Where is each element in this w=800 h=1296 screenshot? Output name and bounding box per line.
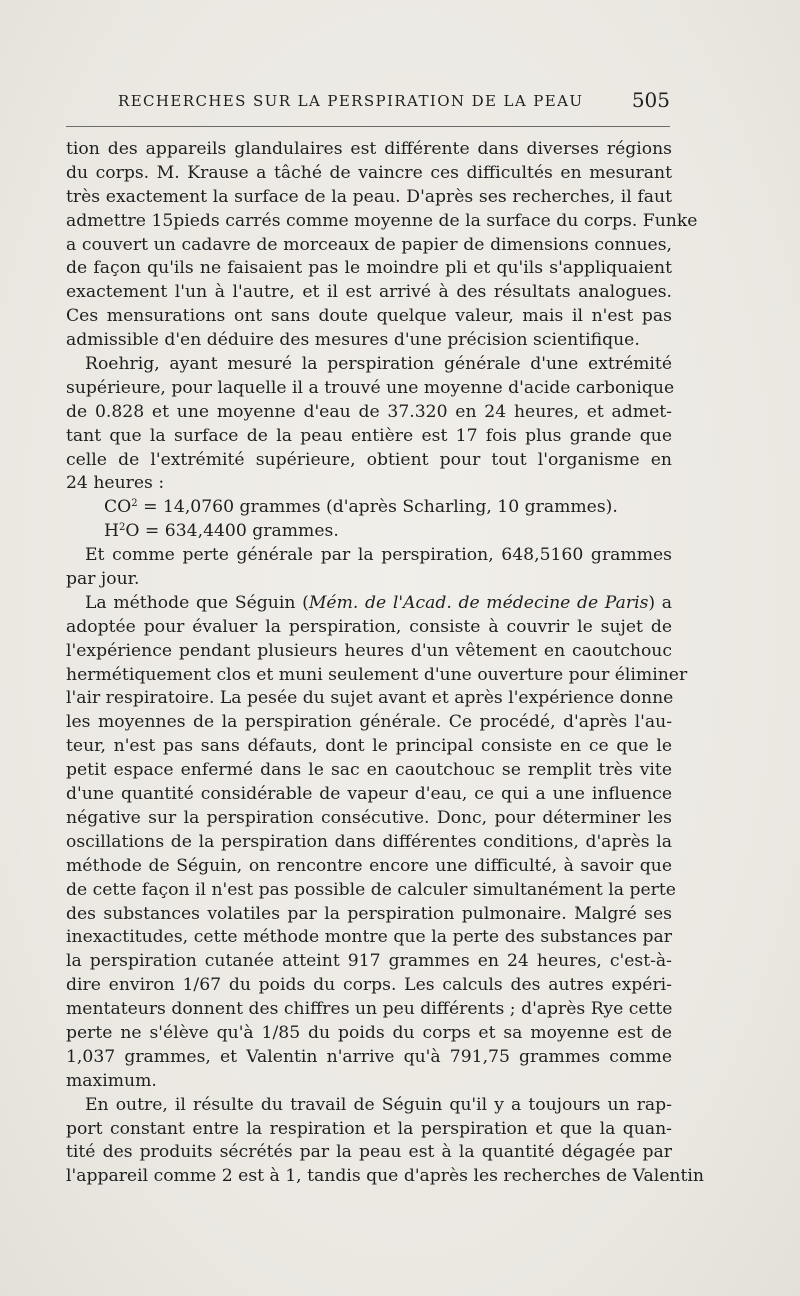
text-line: l'expérience pendant plusieurs heures d'un vêtement en caoutchouc	[66, 640, 672, 661]
text-line: Roehrig, ayant mesuré la perspiration générale d'une extrémité	[85, 354, 672, 375]
text-line: très exactement la surface de la peau. D'après ses recherches, il faut	[66, 186, 672, 207]
header-rule	[66, 126, 670, 127]
text-line-seguin-reference: La méthode que Séguin (Mém. de l'Acad. de médecine de Paris) a	[85, 592, 673, 613]
text-line: admissible d'en déduire des mesures d'une précision scientifique.	[66, 330, 640, 351]
text-line: de façon qu'ils ne faisaient pas le moindre pli et qu'ils s'appliquaient	[66, 258, 672, 279]
text-line: admettre 15pieds carrés comme moyenne de la surface du corps. Funke	[66, 210, 698, 231]
text-line: hermétiquement clos et muni seulement d'une ouverture pour éliminer	[66, 664, 688, 685]
text-line: 1,037 grammes, et Valentin n'arrive qu'à 791,75 grammes comme	[66, 1046, 672, 1067]
text-line: des substances volatiles par la perspiration pulmonaire. Malgré ses	[66, 903, 672, 924]
text-line: inexactitudes, cette méthode montre que la perte des substances par	[66, 927, 672, 948]
text-line: l'appareil comme 2 est à 1, tandis que d'après les recherches de Valentin	[66, 1166, 704, 1187]
body-text	[66, 138, 704, 1189]
text-line: dire environ 1/67 du poids du corps. Les calculs des autres expéri-	[66, 975, 672, 996]
text-line: la perspiration cutanée atteint 917 grammes en 24 heures, c'est-à-	[66, 951, 672, 972]
text-line: méthode de Séguin, on rencontre encore une difficulté, à savoir que	[66, 855, 672, 876]
text-line: Et comme perte générale par la perspiration, 648,5160 grammes	[85, 545, 672, 566]
text-line: supérieure, pour laquelle il a trouvé une moyenne d'acide carbonique	[66, 377, 675, 398]
text-line: de cette façon il n'est pas possible de calculer simultanément la perte	[66, 879, 676, 900]
formula-co2: $CO^2 = 14,0760$ grammes (d'après Scharling, 10 grammes).	[104, 497, 618, 518]
text-line: d'une quantité considérable de vapeur d'eau, ce qui a une influence	[66, 784, 672, 805]
text-line: perte ne s'élève qu'à 1/85 du poids du corps et sa moyenne est de	[66, 1022, 672, 1043]
text-line: tant que la surface de la peau entière est 17 fois plus grande que	[66, 425, 672, 446]
text-line: négative sur la perspiration consécutive. Donc, pour déterminer les	[66, 807, 672, 828]
text-line: tion des appareils glandulaires est différente dans diverses régions	[66, 139, 672, 159]
text-line: port constant entre la respiration et la perspiration et que la quan-	[66, 1118, 672, 1139]
text-line: de 0.828 et une moyenne d'eau de 37.320 en 24 heures, et admet-	[66, 401, 672, 422]
text-line: tité des produits sécrétés par la peau est à la quantité dégagée par	[66, 1142, 672, 1163]
text-line: par jour.	[66, 569, 140, 590]
text-line: En outre, il résulte du travail de Séguin qu'il y a toujours un rap-	[85, 1094, 672, 1115]
text-line: 24 heures :	[66, 473, 165, 494]
text-line: oscillations de la perspiration dans différentes conditions, d'après la	[66, 831, 672, 852]
text-line: du corps. M. Krause a tâché de vaincre ces difficultés en mesurant	[66, 162, 672, 183]
text-line: Ces mensurations ont sans doute quelque valeur, mais il n'est pas	[66, 306, 672, 327]
text-line: l'air respiratoire. La pesée du sujet avant et après l'expérience donne	[66, 688, 674, 709]
journal-citation: Mém. de l'Acad. de médecine de Paris	[308, 592, 649, 613]
text-line: les moyennes de la perspiration générale. Ce procédé, d'après l'au-	[66, 712, 672, 733]
page-header	[66, 88, 672, 114]
text-line: mentateurs donnent des chiffres un peu différents ; d'après Rye cette	[66, 999, 673, 1020]
running-title: RECHERCHES SUR LA PERSPIRATION DE LA PEAU	[118, 92, 584, 110]
text-line: teur, n'est pas sans défauts, dont le principal consiste en ce que le	[66, 736, 672, 757]
text-line: maximum.	[66, 1070, 157, 1091]
page-number: 505	[631, 88, 670, 112]
text-line: petit espace enfermé dans le sac en caoutchouc se remplit très vite	[66, 760, 672, 781]
text-line: celle de l'extrémité supérieure, obtient pour tout l'organisme en	[66, 449, 672, 470]
text-line: adoptée pour évaluer la perspiration, consiste à couvrir le sujet de	[66, 616, 672, 637]
text-line: exactement l'un à l'autre, et il est arrivé à des résultats analogues.	[66, 282, 672, 303]
formula-h2o: $H^2O = 634,4400$ grammes.	[104, 521, 339, 542]
text-line: a couvert un cadavre de morceaux de papier de dimensions connues,	[66, 234, 672, 255]
